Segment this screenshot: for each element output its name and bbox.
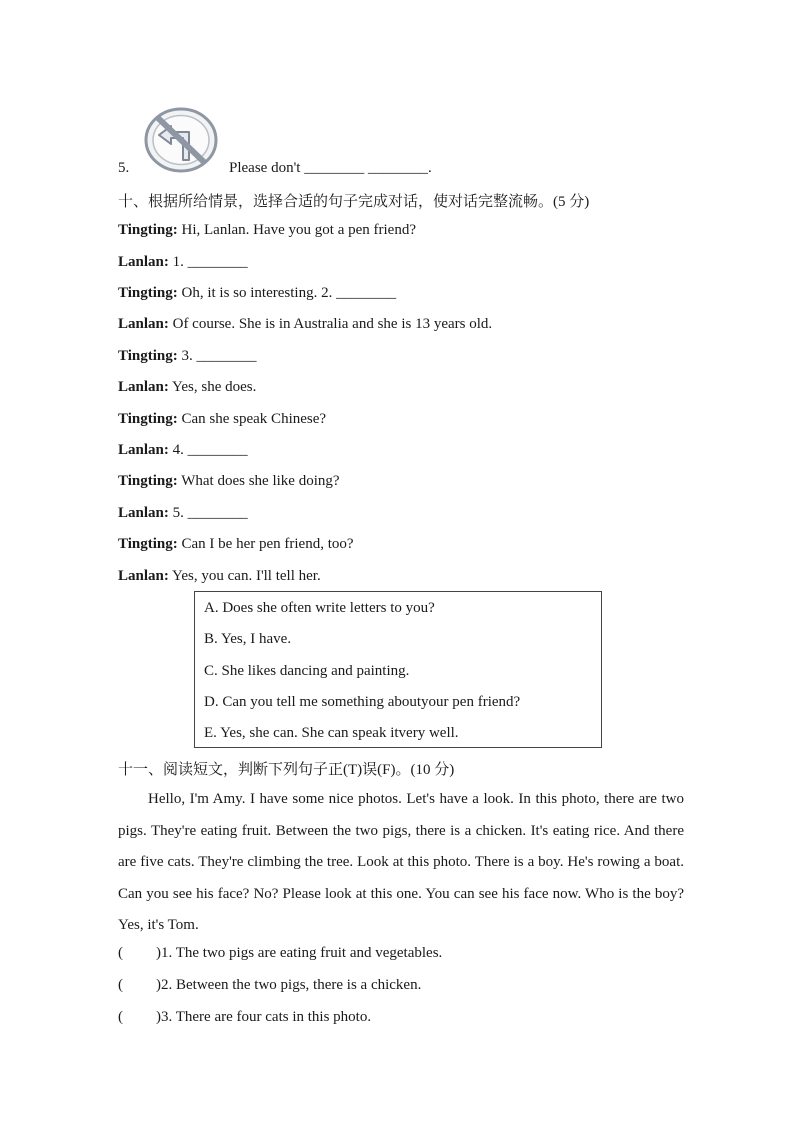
options-box	[194, 591, 602, 748]
q5-number: 5.	[118, 160, 130, 176]
dialogue-line	[118, 536, 354, 553]
dialogue-line	[118, 568, 321, 585]
tf-question-1	[118, 945, 442, 962]
option-b: B. Yes, I have.	[204, 631, 292, 647]
dialogue-line	[118, 222, 416, 239]
utterance: 3. ________	[177, 348, 257, 364]
speaker: Lanlan:	[118, 316, 169, 332]
question-text: )1. The two pigs are eating fruit and vegetables.	[156, 945, 443, 961]
q5-text: Please don't ________ ________.	[229, 160, 432, 176]
dialogue-line	[118, 473, 340, 490]
speaker: Lanlan:	[118, 379, 169, 395]
section10-heading: 十、根据所给情景，选择合适的句子完成对话，使对话完整流畅。(5 分)	[118, 194, 590, 210]
tf-question-2	[118, 977, 421, 994]
option-a: A. Does she often write letters to you?	[204, 600, 435, 616]
utterance: What does she like doing?	[177, 473, 340, 489]
dialogue-line	[118, 442, 248, 459]
question-text: )2. Between the two pigs, there is a chicken.	[156, 977, 422, 993]
speaker: Tingting:	[118, 536, 178, 552]
section11-heading: 十一、阅读短文，判断下列句子正(T)误(F)。(10 分)	[118, 762, 455, 778]
dialogue-line	[118, 379, 256, 396]
speaker: Tingting:	[118, 348, 178, 364]
utterance: Can I be her pen friend, too?	[177, 536, 354, 552]
dialogue-line	[118, 411, 326, 428]
option-d: D. Can you tell me something aboutyour pen friend?	[204, 694, 521, 710]
speaker: Lanlan:	[118, 254, 169, 270]
utterance: Oh, it is so interesting. 2. ________	[177, 285, 397, 301]
dialogue-line	[118, 505, 248, 522]
option-e: E. Yes, she can. She can speak itvery well.	[204, 725, 459, 741]
utterance: 5. ________	[168, 505, 248, 521]
question-text: )3. There are four cats in this photo.	[156, 1009, 372, 1025]
speaker: Lanlan:	[118, 442, 169, 458]
speaker: Tingting:	[118, 411, 178, 427]
utterance: Hi, Lanlan. Have you got a pen friend?	[177, 222, 416, 238]
tf-question-3	[118, 1009, 371, 1026]
dialogue-line	[118, 348, 257, 365]
speaker: Lanlan:	[118, 568, 169, 584]
utterance: 4. ________	[168, 442, 248, 458]
utterance: Yes, she does.	[168, 379, 257, 395]
answer-paren: (	[118, 977, 123, 993]
utterance: 1. ________	[168, 254, 248, 270]
utterance: Of course. She is in Australia and she is 13 years old.	[168, 316, 493, 332]
dialogue-line	[118, 316, 492, 333]
speaker: Tingting:	[118, 285, 178, 301]
speaker: Lanlan:	[118, 505, 169, 521]
utterance: Yes, you can. I'll tell her.	[168, 568, 321, 584]
answer-paren: (	[118, 945, 123, 961]
option-c: C. She likes dancing and painting.	[204, 663, 410, 679]
speaker: Tingting:	[118, 473, 178, 489]
answer-paren: (	[118, 1009, 123, 1025]
dialogue-line	[118, 285, 396, 302]
utterance: Can she speak Chinese?	[177, 411, 327, 427]
dialogue-line	[118, 254, 248, 271]
speaker: Tingting:	[118, 222, 178, 238]
no-left-turn-sign-icon	[143, 106, 219, 174]
reading-passage: Hello, I'm Amy. I have some nice photos. Let's have a look. In this photo, there are two pigs. They're eating fruit. Between the two pigs, there is a chicken. It's eating rice. And there are five cats. They're climbing the tree. Look at this photo. There is a boy. He's rowing a boat. Can you see his face? No? Please look at this one. You can see his face now. Who is the boy? Yes, it's Tom.	[118, 791, 684, 933]
